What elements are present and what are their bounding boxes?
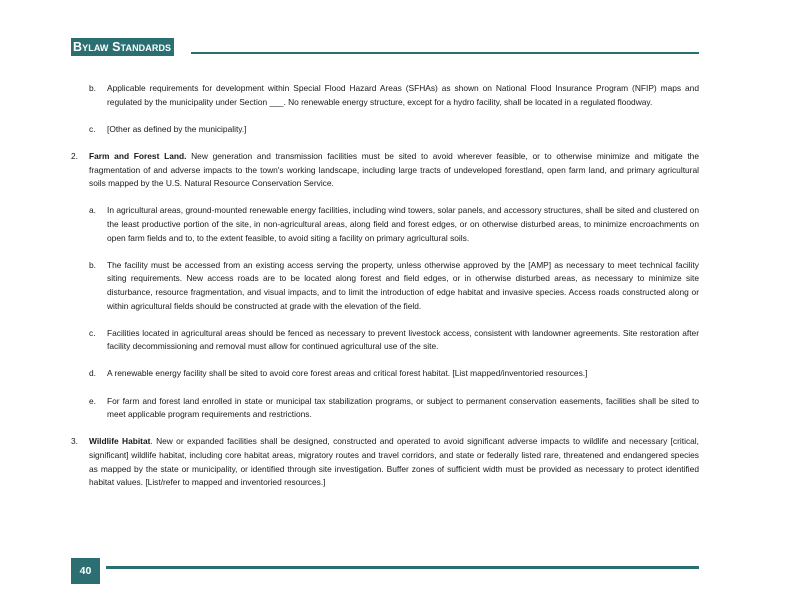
list-item-text: [Other as defined by the municipality.] (107, 123, 247, 134)
list-item-text: Facilities located in agricultural areas should be fenced as necessary to prevent livestock access, consistent with landowner agreements. Site restoration after facility decommissioning and removal must allow for continued agricultural use of the site. (107, 327, 699, 352)
list-item-c-other (71, 123, 699, 137)
section-text: . New or expanded facilities shall be designed, constructed and operated to avoid significant adverse impacts to wildlife and necessary [critical, significant] wildlife habitat, including core habitat areas, migratory routes and travel corridors, and state or federally listed rare, threatened and endangered species as mapped by the state or municipality, or identified through site investigation. Buffer zones of sufficient width must be provided as necessary to protect identified habitat values. [List/refer to mapped and inventoried resources.] (89, 436, 699, 488)
list-item-a-agricultural (71, 204, 699, 245)
section-title: Bylaw Standards (71, 38, 174, 56)
list-marker: c. (89, 327, 96, 338)
page-footer (71, 558, 699, 584)
list-item-text: A renewable energy facility shall be sited to avoid core forest areas and critical forest habitat. [List mapped/inventoried resources.] (107, 368, 588, 379)
section-heading: Farm and Forest Land. (89, 150, 187, 161)
section-number: 2. (71, 150, 78, 161)
section-heading: Wildlife Habitat (89, 436, 151, 447)
section-farm-forest (71, 150, 699, 191)
list-marker: d. (89, 368, 96, 379)
list-marker: c. (89, 123, 96, 134)
list-item-text: For farm and forest land enrolled in state or municipal tax stabilization programs, or subject to permanent conservation easements, facilities shall be sited to meet applicable program requirements and restrictions. (107, 395, 699, 420)
list-marker: b. (89, 259, 96, 270)
section-wildlife-habitat (71, 435, 699, 489)
header-rule (191, 52, 699, 54)
page-header (71, 38, 699, 58)
list-item-text: In agricultural areas, ground-mounted renewable energy facilities, including wind towers, solar panels, and accessory structures, shall be sited and clustered on the least productive portion of the site, in non-agricultural areas, along field and forest edges, or on otherwise disturbed areas, to minimize encroachments on open farm fields and to, to the extent feasible, to avoid siting a facility on primary agricultural soils. (107, 205, 699, 243)
document-body (71, 82, 699, 490)
list-item-c-fencing (71, 327, 699, 354)
section-number: 3. (71, 436, 78, 447)
list-item-b-access (71, 259, 699, 313)
list-marker: e. (89, 395, 96, 406)
list-item-text: The facility must be accessed from an existing access serving the property, unless otherwise approved by the [AMP] as necessary to meet technical facility siting requirements. New access roads are to be located along forest and field edges, or in otherwise disturbed areas, as necessary to minimize site disturbance, resource fragmentation, and visual impacts, and to limit the introduction of edge habitat and invasive species. Access roads constructed along or within agricultural fields should be constructed at grade with the elevation of the field. (107, 259, 699, 311)
list-item-b-flood (71, 82, 699, 109)
list-item-text: Applicable requirements for development within Special Flood Hazard Areas (SFHAs) as shown on National Flood Insurance Program (NFIP) maps and regulated by the municipality under Section ___. No renewable energy structure, except for a hydro facility, shall be located in a regulated floodway. (107, 83, 699, 107)
list-marker: b. (89, 83, 96, 93)
footer-rule (106, 566, 699, 569)
section-text: New generation and transmission facilities must be sited to avoid wherever feasible, or to otherwise minimize and mitigate the fragmentation of and adverse impacts to the town's working landscape, including large tracts of undeveloped forestland, open farm land, and primary agricultural soils mapped by the U.S. Natural Resource Conservation Service. (89, 150, 699, 189)
list-item-d-forest (71, 367, 699, 381)
list-marker: a. (89, 205, 96, 216)
list-item-e-tax (71, 395, 699, 422)
page-number: 40 (71, 558, 100, 584)
